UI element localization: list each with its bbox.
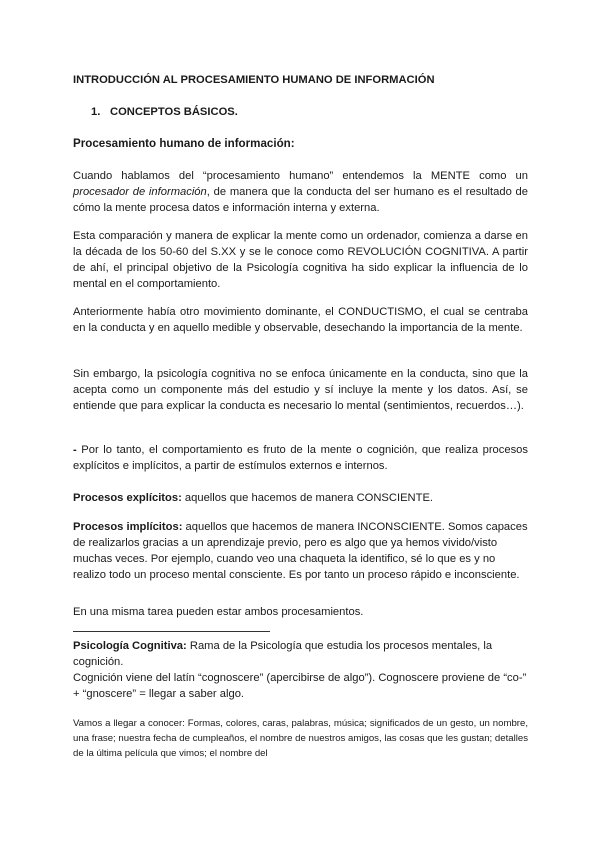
paragraph-cognitive-revolution: Esta comparación y manera de explicar la mente como un ordenador, comienza a darse en la década de los 50-60 del S.XX y se le conoce como REVOLUCIÓN COGNITIVA. A partir de ahí, el principal objetivo de la Psicología cognitiva ha sido explicar la influencia de lo mental en el comportamiento.: [73, 230, 528, 290]
bullet-dash: -: [73, 444, 77, 456]
definition-explicit: [73, 490, 528, 506]
definition-etymology: Cognición viene del latín “cognoscere” (apercibirse de algo”). Cognoscere proviene de “co-” + “gnoscere” = llegar a saber algo.: [73, 672, 527, 700]
definition-term: Procesos explícitos:: [73, 492, 182, 504]
section-number: 1.: [91, 106, 101, 118]
document-title: INTRODUCCIÓN AL PROCESAMIENTO HUMANO DE INFORMACIÓN: [73, 74, 435, 86]
definition-text: aquellos que hacemos de manera CONSCIENTE.: [181, 492, 434, 504]
horizontal-rule: [73, 631, 270, 632]
paragraph-examples: Vamos a llegar a conocer: Formas, colores, caras, palabras, música; significados de un gesto, un nombre, una frase; nuestra fecha de cumpleaños, el nombre de nuestros amigos, las cosas que les gustan; detalles de la última película que vimos; el nombre del: [73, 718, 528, 759]
paragraph-text: , de manera que la conducta del ser humano es el resultado de cómo la mente procesa datos e información interna y externa.: [73, 186, 528, 214]
definition-implicit: [73, 519, 528, 583]
paragraph-text: Cuando hablamos del “procesamiento humano” entendemos la MENTE como un: [73, 170, 528, 182]
emphasis-text: procesador de información: [73, 186, 207, 198]
paragraph-intro: [73, 168, 528, 216]
paragraph-behaviorism: Anteriormente había otro movimiento dominante, el CONDUCTISMO, el cual se centraba en la conducta y en aquello medible y observable, desechando la importancia de la mente.: [73, 306, 528, 334]
definition-text: Rama de la Psicología que estudia los procesos mentales, la cognición.: [73, 640, 493, 668]
section-heading: [91, 104, 546, 120]
paragraph-text: Por lo tanto, el comportamiento es fruto de la mente o cognición, que realiza procesos explícitos e implícitos, a partir de estímulos externos e internos.: [73, 444, 528, 472]
subsection-heading: Procesamiento humano de información:: [73, 137, 295, 150]
paragraph-cognitive-psychology: Sin embargo, la psicología cognitiva no se enfoca únicamente en la conducta, sino que la acepta como un componente más del estudio y sí incluye la mente y los datos. Así, se entiende que para explicar la conducta es necesario lo mental (sentimientos, recuerdos…).: [73, 368, 528, 412]
definition-cognitive-psychology: [73, 638, 528, 702]
definition-text: aquellos que hacemos de manera INCONSCIENTE. Somos capaces de realizarlos gracias a un aprendizaje previo, pero es algo que ya hemos vivido/visto muchas veces. Por ejemplo, cuando veo una chaqueta la identifico, sé lo que es y no realizo todo un proceso mental consciente. Es por tanto un proceso rápido e inconsciente.: [73, 521, 528, 581]
definition-term: Procesos implícitos:: [73, 521, 183, 533]
paragraph-conclusion: [73, 442, 528, 474]
definition-term: Psicología Cognitiva:: [73, 640, 187, 652]
section-title: CONCEPTOS BÁSICOS.: [110, 106, 238, 118]
paragraph-both-processes: En una misma tarea pueden estar ambos procesamientos.: [73, 606, 364, 618]
